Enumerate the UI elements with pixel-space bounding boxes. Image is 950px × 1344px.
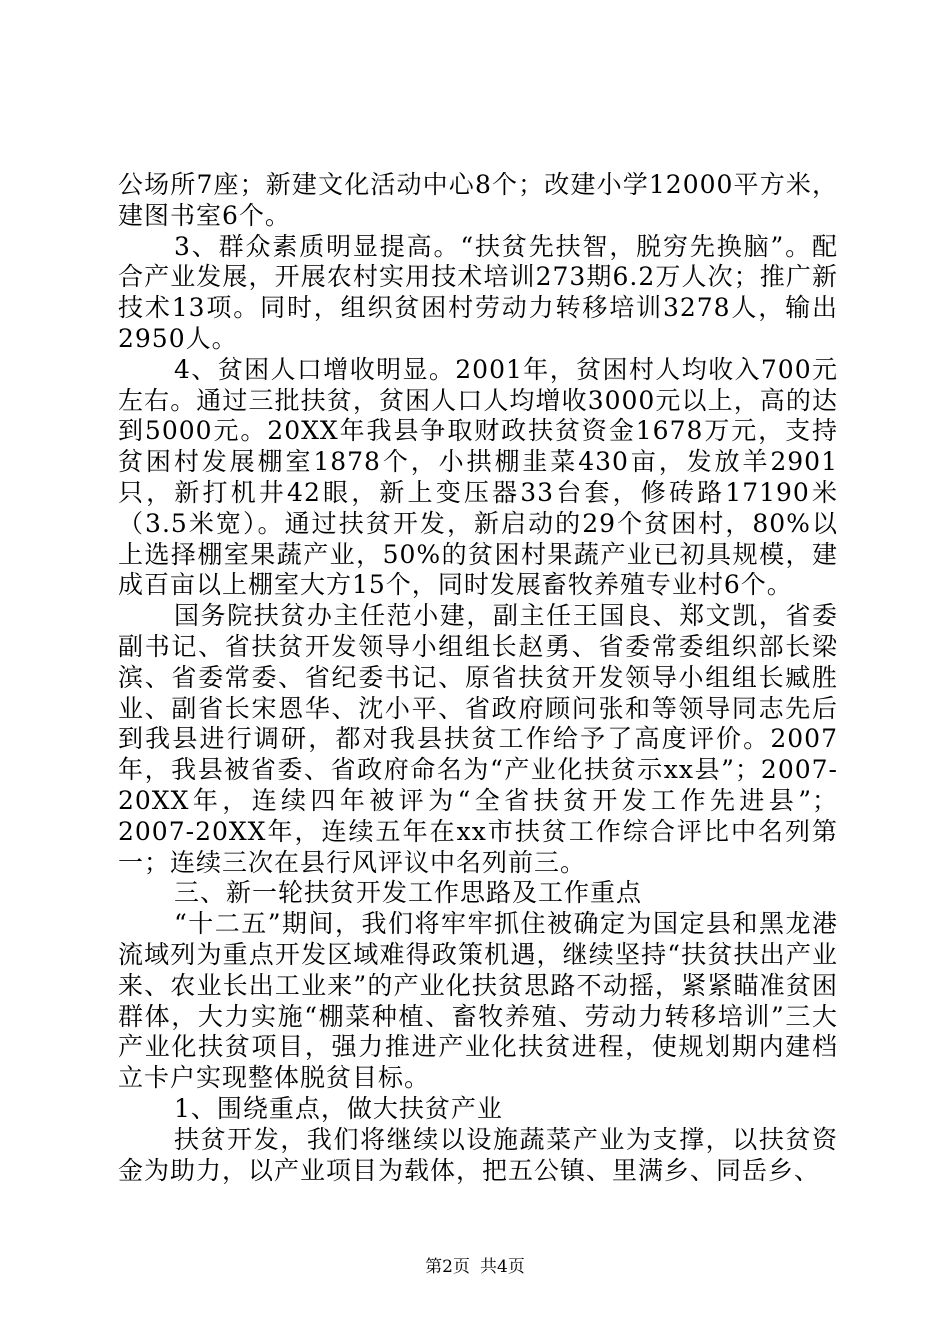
page-footer <box>0 1256 950 1278</box>
section-heading: 三、新一轮扶贫开发工作思路及工作重点 <box>174 878 643 908</box>
subsection-heading: 1、围绕重点，做大扶贫产业 <box>174 1093 503 1123</box>
paragraph: 3、群众素质明显提高。“扶贫先扶智，脱穷先换脑”。配合产业发展，开展农村实用技术培训273期6.2万人次；推广新技术13项。同时，组织贫困村劳动力转移培训3278人，输出2950人。 <box>118 231 838 353</box>
paragraph: 4、贫困人口增收明显。2001年，贫困村人均收入700元左右。通过三批扶贫，贫困人口人均增收3000元以上，高的达到5000元。20XX年我县争取财政扶贫资金1678万元，支持贫困村发展棚室1878个，小拱棚韭菜430亩，发放羊2901只，新打机井42眼，新上变压器33台套，修砖路17190米（3.5米宽）。通过扶贫开发，新启动的29个贫困村，80%以上选择棚室果蔬产业，50%的贫困村果蔬产业已初具规模，建成百亩以上棚室大方15个，同时发展畜牧养殖专业村6个。 <box>118 354 838 600</box>
page-number: 第2页 <box>425 1257 470 1277</box>
paragraph: 国务院扶贫办主任范小建，副主任王国良、郑文凯，省委副书记、省扶贫开发领导小组组长赵勇、省委常委组织部长梁滨、省委常委、省纪委书记、原省扶贫开发领导小组组长臧胜业、副省长宋恩华、沈小平、省政府顾问张和等领导同志先后到我县进行调研，都对我县扶贫工作给予了高度评价。2007年，我县被省委、省政府命名为“产业化扶贫示xx县”；2007-20XX年，连续四年被评为“全省扶贫开发工作先进县”；2007-20XX年，连续五年在xx市扶贫工作综合评比中名列第一；连续三次在县行风评议中名列前三。 <box>118 601 838 877</box>
page-total: 共4页 <box>480 1257 525 1277</box>
paragraph: “十二五”期间，我们将牢牢抓住被确定为国定县和黑龙港流域列为重点开发区域难得政策机遇，继续坚持“扶贫扶出产业来、农业长出工业来”的产业化扶贫思路不动摇，紧紧瞄准贫困群体，大力实施“棚菜种植、畜牧养殖、劳动力转移培训”三大产业化扶贫项目，强力推进产业化扶贫进程，使规划期内建档立卡户实现整体脱贫目标。 <box>118 909 838 1093</box>
paragraph: 公场所7座；新建文化活动中心8个；改建小学12000平方米，建图书室6个。 <box>118 170 838 230</box>
paragraph: 扶贫开发，我们将继续以设施蔬菜产业为支撑，以扶贫资金为助力，以产业项目为载体，把五公镇、里满乡、同岳乡、 <box>118 1124 838 1185</box>
body-text <box>118 170 838 1186</box>
